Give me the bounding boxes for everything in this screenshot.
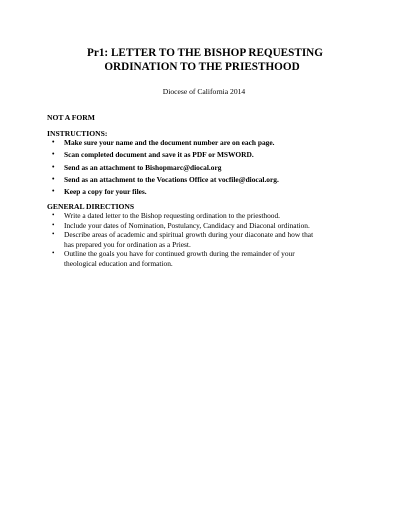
direction-item [47, 211, 317, 220]
bullet-icon: • [52, 249, 55, 258]
instructions-heading: INSTRUCTIONS: [47, 129, 108, 138]
general-directions-heading: GENERAL DIRECTIONS [47, 202, 135, 211]
direction-item [47, 249, 317, 268]
instructions-list [47, 138, 279, 199]
instruction-text: Keep a copy for your files. [64, 187, 147, 197]
document-title-line-2: ORDINATION TO THE PRIESTHOOD [104, 61, 300, 73]
bullet-icon: • [52, 211, 55, 219]
bullet-icon: • [52, 230, 55, 239]
instruction-text: Make sure your name and the document number are on each page. [64, 138, 275, 147]
instruction-text: Scan completed document and save it as PDF or MSWORD. [64, 150, 254, 160]
bullet-icon: • [52, 150, 55, 159]
bullet-icon: • [52, 220, 55, 229]
direction-text: Outline the goals you have for continued growth during the remainder of your theological education and formation. [64, 249, 295, 268]
instruction-item [47, 150, 279, 162]
direction-text: Describe areas of academic and spiritual growth during your diaconate and how that has prepared you for ordination as a Priest. [64, 230, 314, 249]
instruction-item [47, 138, 279, 150]
instruction-item [47, 187, 279, 199]
bullet-icon: • [52, 162, 55, 171]
direction-item [47, 230, 317, 249]
bullet-icon: • [52, 138, 55, 146]
instruction-text: Send as an attachment to the Vocations Office at vocfile@diocal.org. [64, 174, 279, 184]
document-title-line-1: Pr1: LETTER TO THE BISHOP REQUESTING [87, 47, 323, 59]
direction-text: Write a dated letter to the Bishop requesting ordination to the priesthood. [64, 211, 281, 220]
not-a-form-label: NOT A FORM [47, 113, 95, 122]
document-subtitle: Diocese of California 2014 [162, 87, 246, 96]
bullet-icon: • [52, 187, 55, 196]
bullet-icon: • [52, 174, 55, 183]
instruction-item [47, 163, 279, 175]
direction-item [47, 221, 317, 230]
instruction-text: Send as an attachment to Bishopmarc@diocal.org [64, 162, 222, 172]
direction-text: Include your dates of Nomination, Postulancy, Candidacy and Diaconal ordination. [64, 220, 310, 230]
general-directions-list [47, 211, 317, 268]
instruction-item [47, 175, 279, 187]
